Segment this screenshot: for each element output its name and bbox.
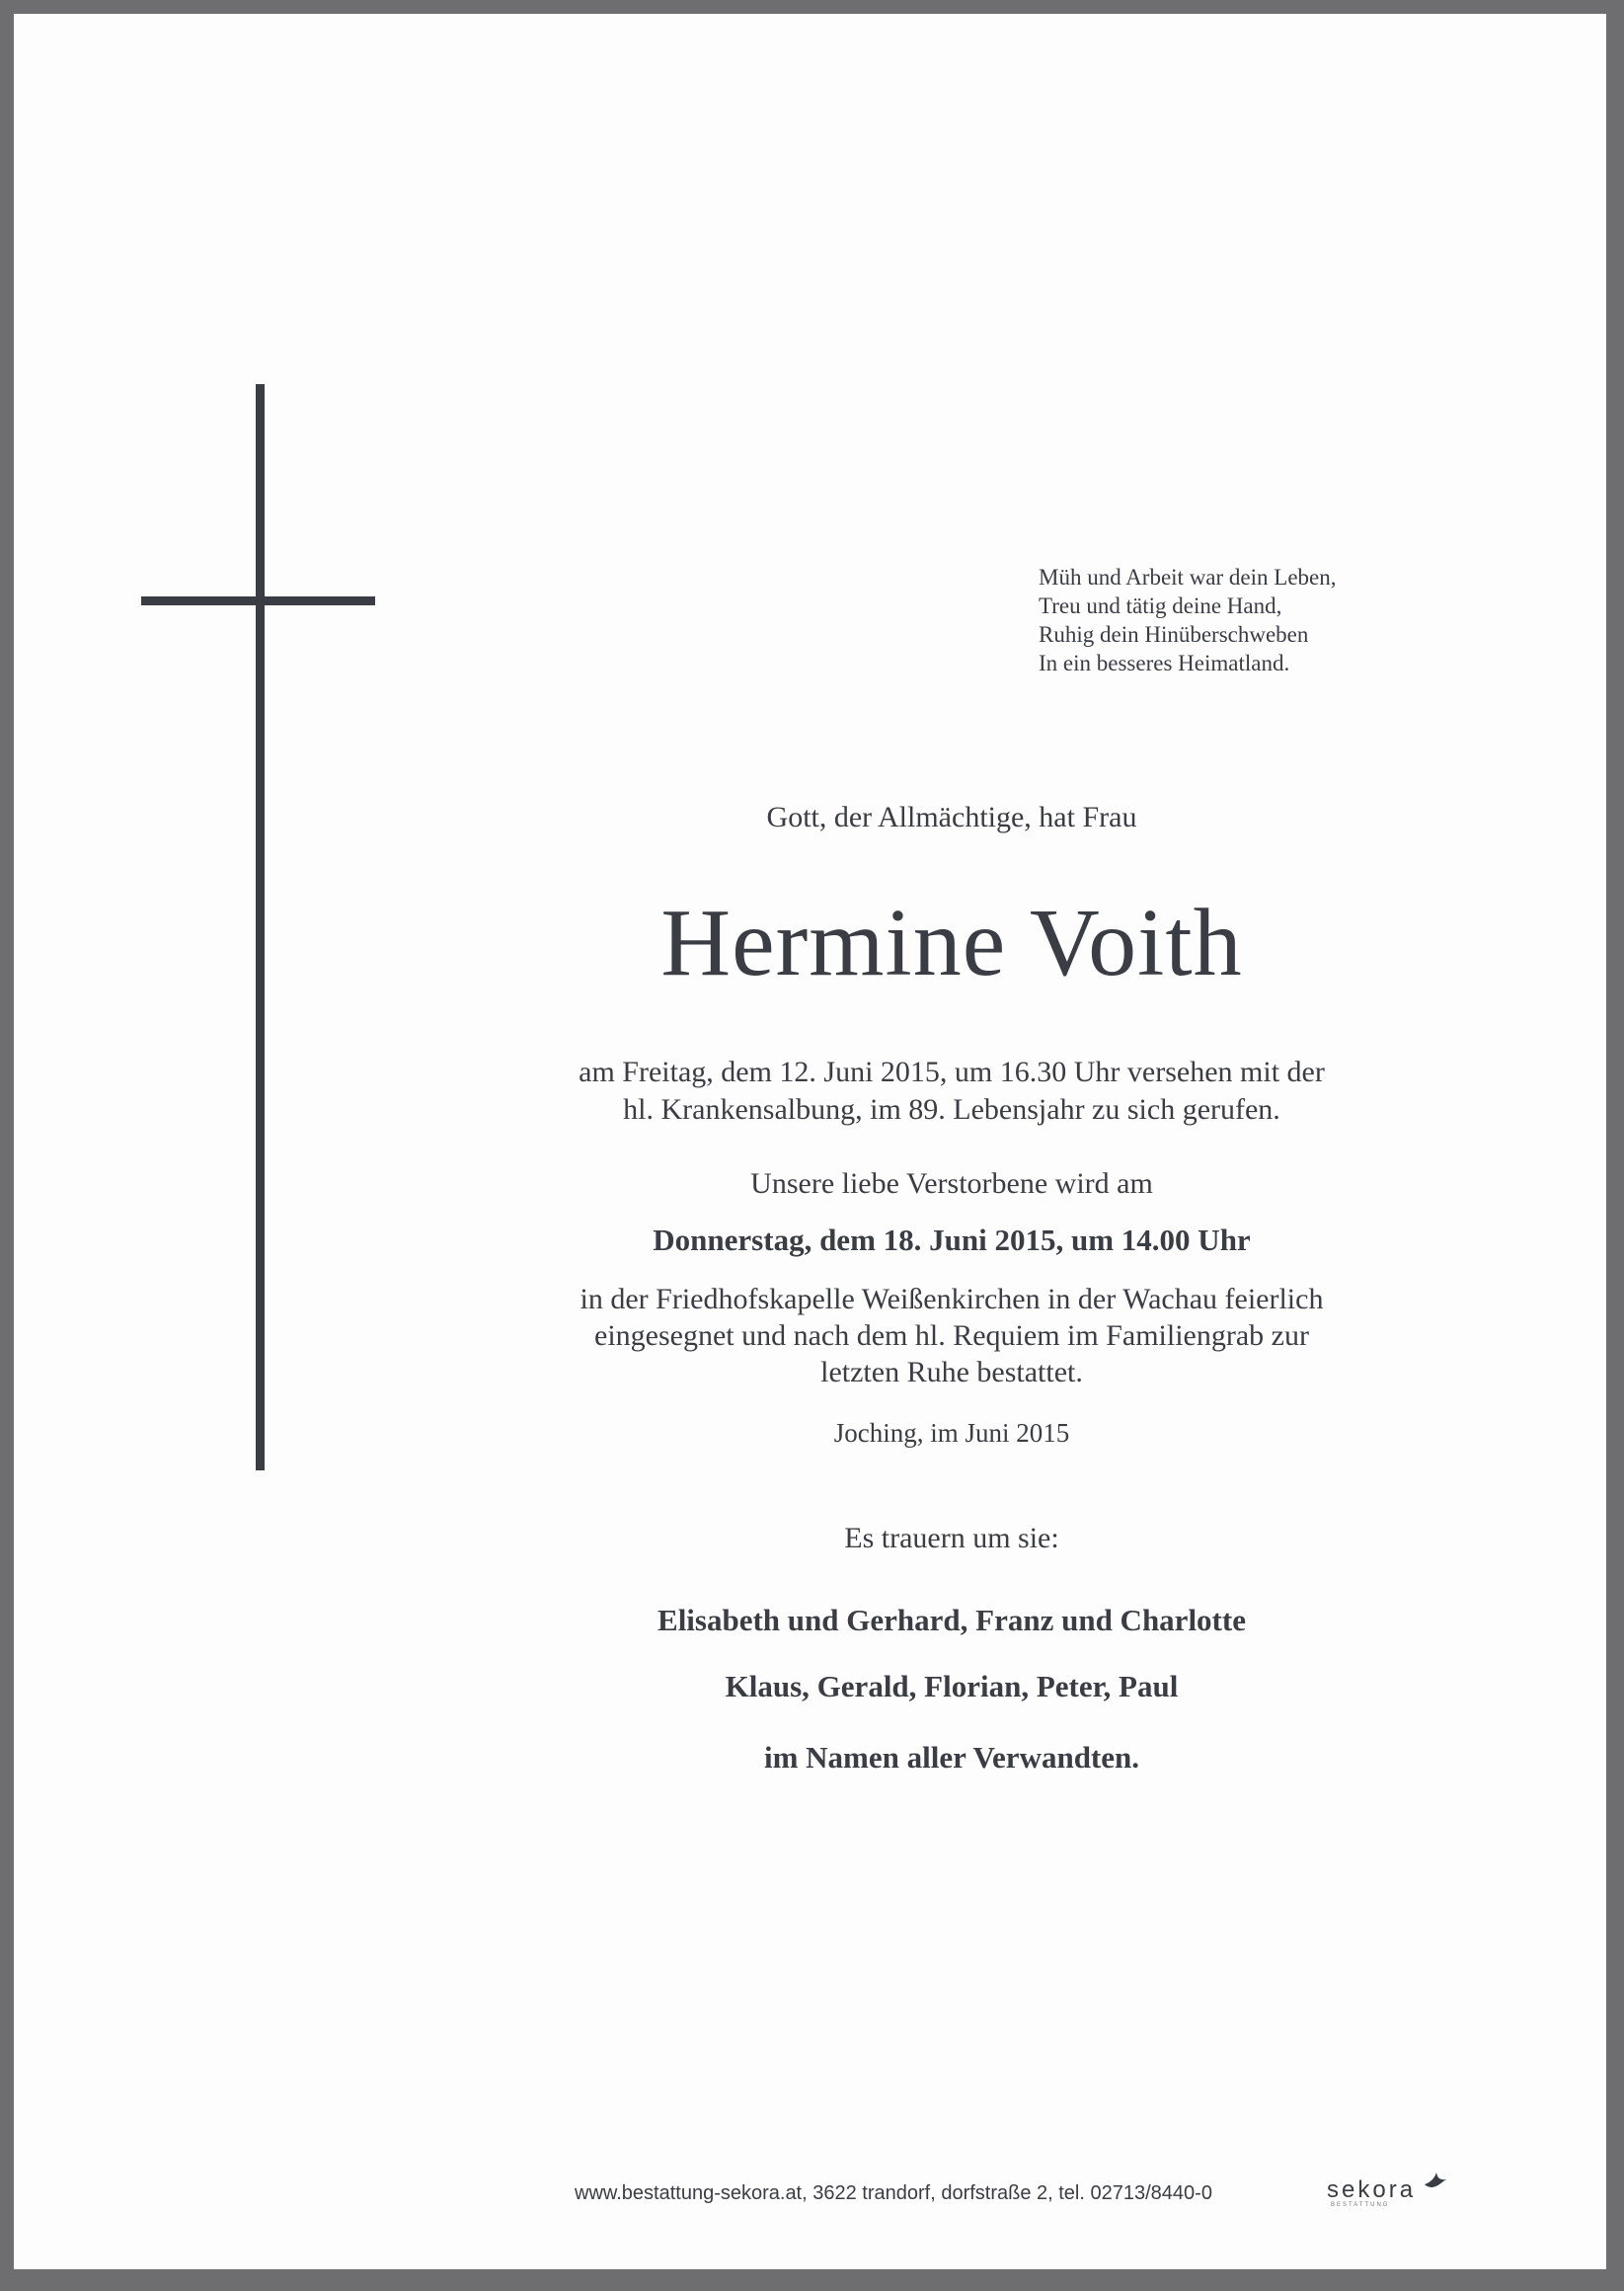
- funeral-line-2: eingesegnet und nach dem hl. Requiem im Familiengrab zur: [594, 1319, 1309, 1352]
- bird-icon: [1423, 2171, 1448, 2190]
- poem-line-3: Ruhig dein Hinüberschweben: [1039, 622, 1309, 647]
- sekora-logo: [1327, 2176, 1416, 2208]
- logo-text: sekora: [1327, 2176, 1417, 2203]
- deceased-name: Hermine Voith: [660, 890, 1243, 996]
- poem-line-2: Treu und tätig deine Hand,: [1039, 593, 1282, 618]
- place-and-date: Joching, im Juni 2015: [833, 1418, 1070, 1448]
- poem-line-4: In ein besseres Heimatland.: [1039, 651, 1290, 675]
- mourners-intro: Es trauern um sie:: [844, 1522, 1059, 1554]
- death-line-2: hl. Krankensalbung, im 89. Lebensjahr zu sich gerufen.: [623, 1093, 1280, 1126]
- mourners-line-3: im Namen aller Verwandten.: [763, 1740, 1140, 1775]
- funeral-line-1: in der Friedhofskapelle Weißenkirchen in der Wachau feierlich: [580, 1283, 1324, 1315]
- logo-subtext: BESTATTUNG: [1331, 2202, 1390, 2208]
- funeral-details: [428, 1281, 1475, 1390]
- funeral-intro: Unsere liebe Verstorbene wird am: [750, 1167, 1153, 1200]
- obituary-sheet: [14, 14, 1606, 2269]
- mourners-line-2: Klaus, Gerald, Florian, Peter, Paul: [725, 1669, 1179, 1703]
- poem-block: [1039, 563, 1336, 677]
- poem-line-1: Müh und Arbeit war dein Leben,: [1039, 565, 1337, 590]
- death-announcement: [428, 1054, 1475, 1129]
- funeral-date: Donnerstag, dem 18. Juni 2015, um 14.00 Uhr: [653, 1223, 1251, 1257]
- mourners-line-1: Elisabeth und Gerhard, Franz und Charlotte: [657, 1603, 1246, 1637]
- cross-horizontal-bar: [141, 596, 375, 605]
- death-line-1: am Freitag, dem 12. Juni 2015, um 16.30 Uhr versehen mit der: [579, 1056, 1325, 1088]
- footer-contact: www.bestattung-sekora.at, 3622 trandorf, dorfstraße 2, tel. 02713/8440-0: [575, 2182, 1212, 2204]
- intro-text: Gott, der Allmächtige, hat Frau: [766, 801, 1137, 833]
- funeral-line-3: letzten Ruhe bestattet.: [820, 1356, 1083, 1388]
- cross-vertical-bar: [256, 384, 265, 1470]
